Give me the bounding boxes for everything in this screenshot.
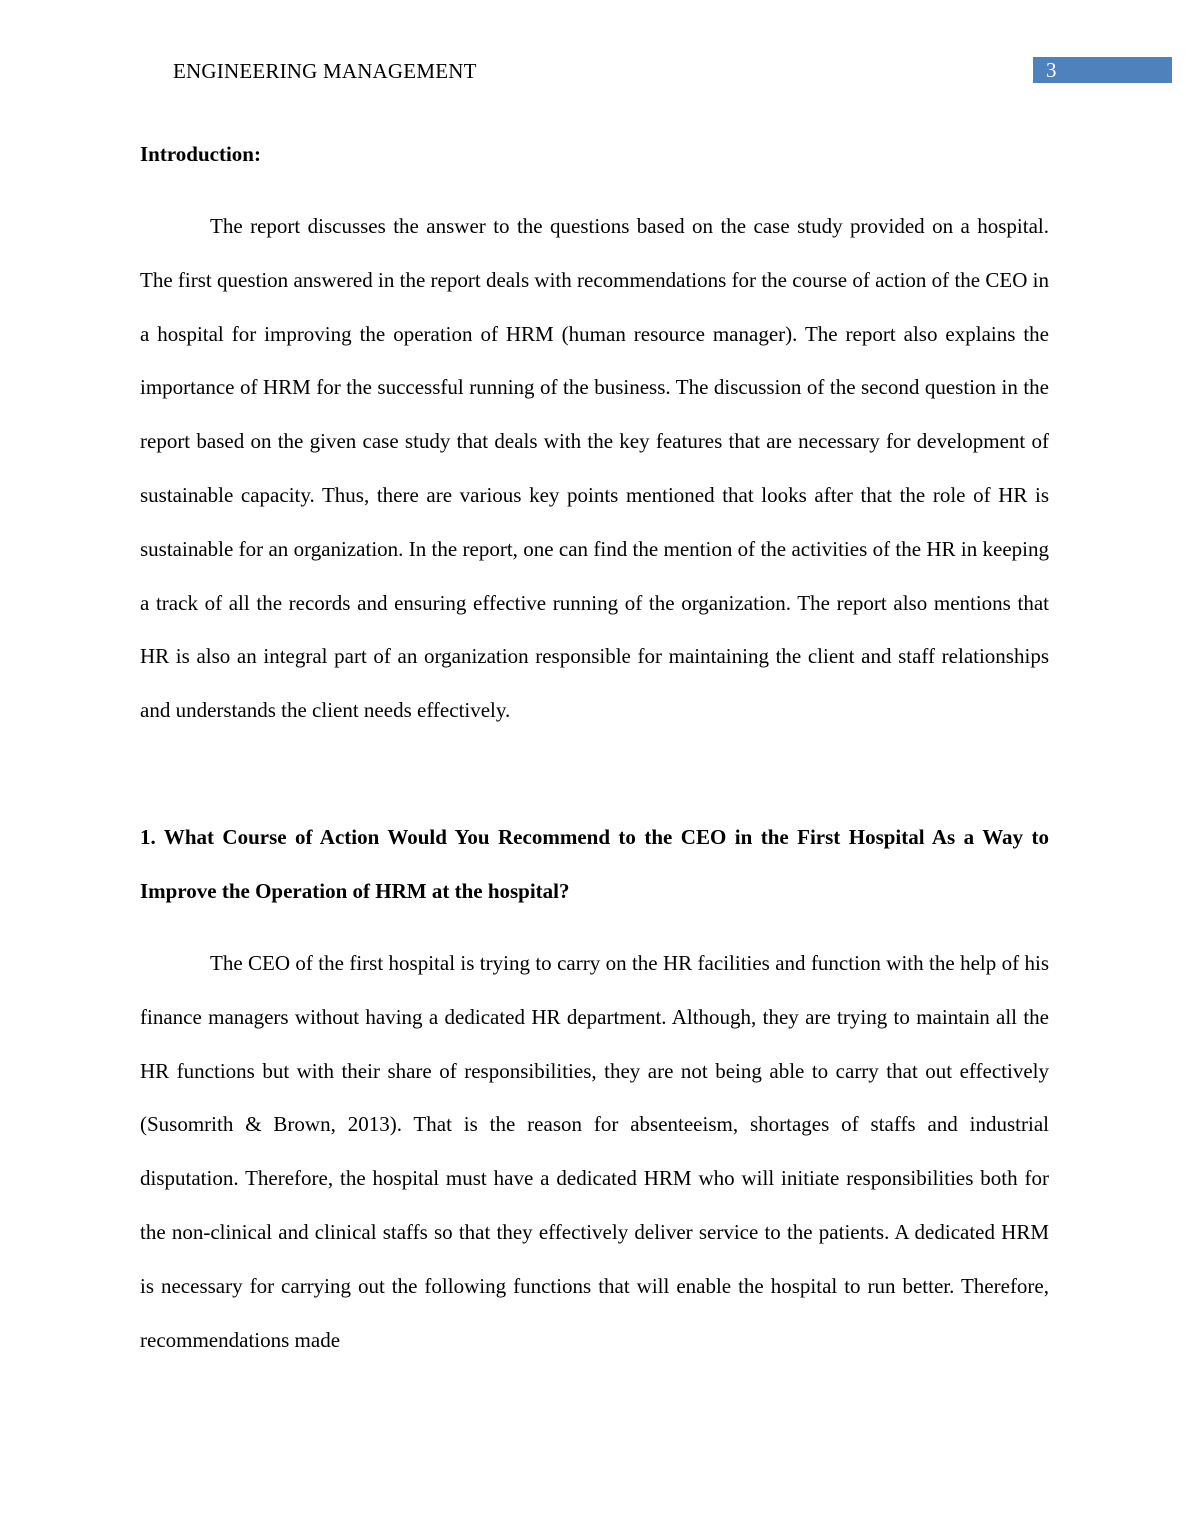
page-number-badge [1033,57,1172,83]
question-1-heading: 1. What Course of Action Would You Recommend to the CEO in the First Hospital As a Way to Improve the Operation of HRM at the hospital? [140,825,1049,903]
running-header-title: ENGINEERING MANAGEMENT [173,59,477,83]
introduction-paragraph: The report discusses the answer to the questions based on the case study provided on a hospital. The first question answered in the report deals with recommendations for the course of action of the CEO in a hospital for improving the operation of HRM (human resource manager). The report also explains the importance of HRM for the successful running of the business. The discussion of the second question in the report based on the given case study that deals with the key features that are necessary for development of sustainable capacity. Thus, there are various key points mentioned that looks after that the role of HR is sustainable for an organization. In the report, one can find the mention of the activities of the HR in keeping a track of all the records and ensuring effective running of the organization. The report also mentions that HR is also an integral part of an organization responsible for maintaining the client and staff relationships and understands the client needs effectively. [140,214,1049,723]
question-1-paragraph: The CEO of the first hospital is trying to carry on the HR facilities and function with the help of his finance managers without having a dedicated HR department. Although, they are trying to maintain all the HR functions but with their share of responsibilities, they are not being able to carry that out effectively (Susomrith & Brown, 2013). That is the reason for absenteeism, shortages of staffs and industrial disputation. Therefore, the hospital must have a dedicated HRM who will initiate responsibilities both for the non-clinical and clinical staffs so that they effectively deliver service to the patients. A dedicated HRM is necessary for carrying out the following functions that will enable the hospital to run better. Therefore, recommendations made [140,951,1049,1352]
introduction-heading: Introduction: [140,142,261,166]
page-number: 3 [1046,58,1057,82]
